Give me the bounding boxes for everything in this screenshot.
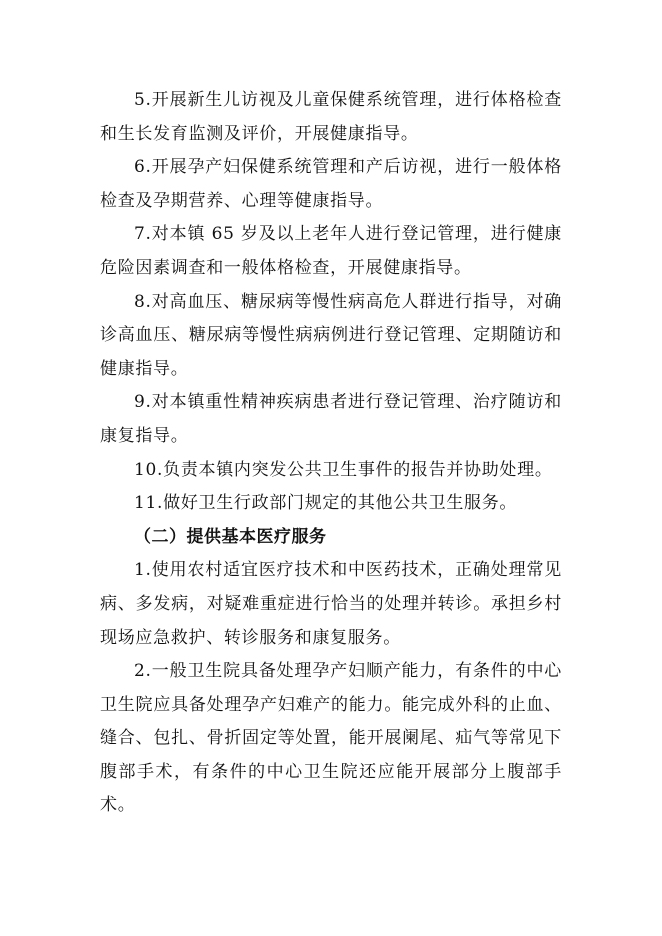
paragraph-item-5: 5.开展新生儿访视及儿童保健系统管理，进行体格检查和生长发育监测及评价，开展健康指导。 xyxy=(100,90,562,144)
paragraph-medical-2: 2.一般卫生院具备处理孕产妇顺产能力，有条件的中心卫生院应具备处理孕产妇难产的能力。能完成外科的止血、缝合、包扎、骨折固定等处置，能开展阑尾、疝气等常见下腹部手术，有条件的中心卫生院还应能开展部分上腹部手术。 xyxy=(100,661,562,816)
paragraph-item-7: 7.对本镇 65 岁及以上老年人进行登记管理，进行健康危险因素调查和一般体格检查，开展健康指导。 xyxy=(100,224,562,278)
paragraph-item-6: 6.开展孕产妇保健系统管理和产后访视，进行一般体格检查及孕期营养、心理等健康指导。 xyxy=(100,157,562,211)
paragraph-item-9: 9.对本镇重性精神疾病患者进行登记管理、治疗随访和康复指导。 xyxy=(100,392,562,446)
paragraph-item-11: 11.做好卫生行政部门规定的其他公共卫生服务。 xyxy=(134,493,518,514)
paragraph-item-10: 10.负责本镇内突发公共卫生事件的报告并协助处理。 xyxy=(134,459,553,480)
paragraph-item-8: 8.对高血压、糖尿病等慢性病高危人群进行指导，对确诊高血压、糖尿病等慢性病病例进行登记管理、定期随访和健康指导。 xyxy=(100,291,562,379)
document-body xyxy=(100,84,562,823)
section-heading: （二）提供基本医疗服务 xyxy=(134,526,327,547)
paragraph-medical-1: 1.使用农村适宜医疗技术和中医药技术，正确处理常见病、多发病，对疑难重症进行恰当的处理并转诊。承担乡村现场应急救护、转诊服务和康复服务。 xyxy=(100,560,562,648)
